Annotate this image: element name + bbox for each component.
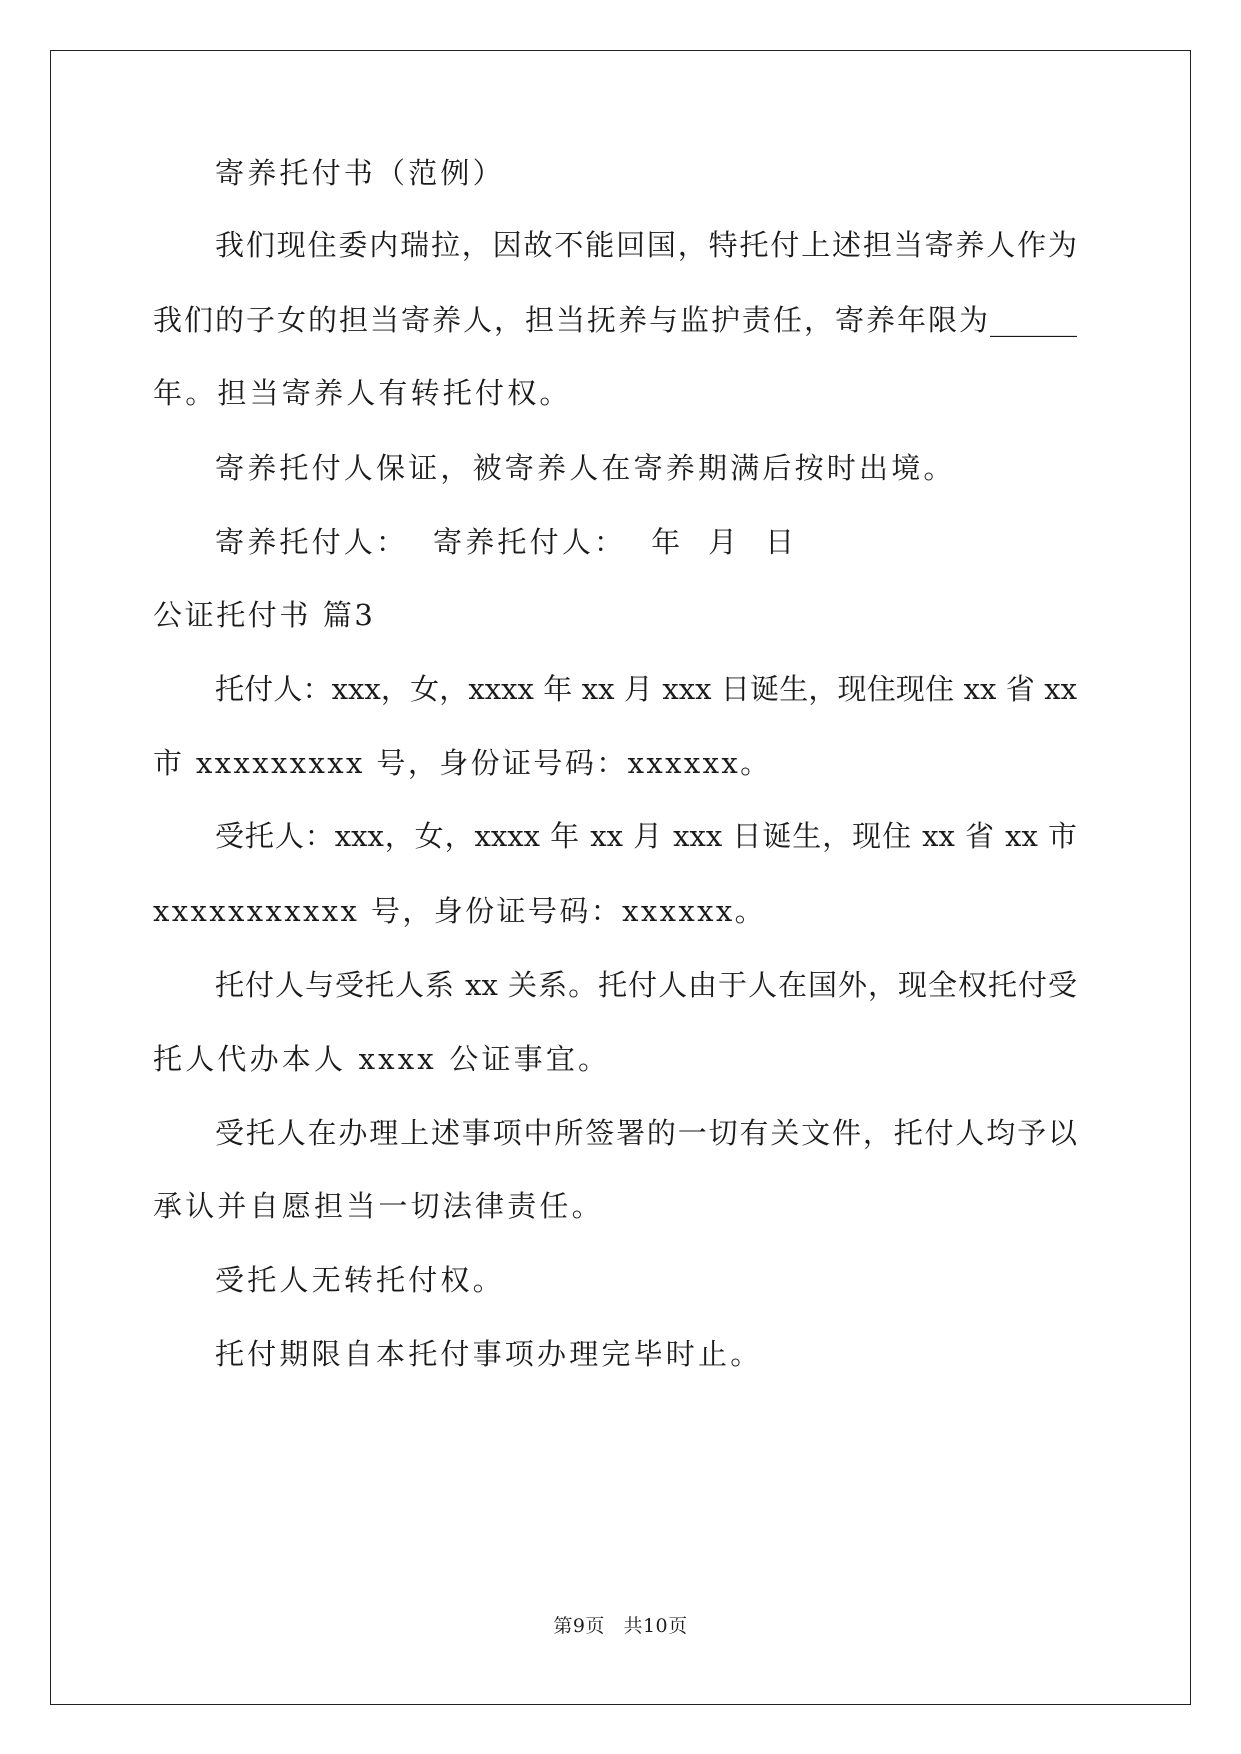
page-number: 第9页	[553, 1615, 605, 1637]
paragraph-line: 受托人在办理上述事项中所签署的一切有关文件，托付人均予以	[215, 1116, 1077, 1150]
page-border	[50, 50, 1191, 1705]
page-footer	[0, 1611, 1241, 1638]
page-total: 共10页	[623, 1615, 688, 1637]
paragraph-line: xxxxxxxxxxx 号，身份证号码：xxxxxx。	[153, 894, 767, 928]
paragraph-line: 市 xxxxxxxxx 号，身份证号码：xxxxxx。	[153, 746, 772, 780]
paragraph-line: 承认并自愿担当一切法律责任。	[153, 1189, 604, 1223]
paragraph-line: 托付人与受托人系 xx 关系。托付人由于人在国外，现全权托付受	[215, 968, 1077, 1002]
paragraph-line: 我们的子女的担当寄养人，担当抚养与监护责任，寄养年限为______	[153, 303, 1077, 337]
paragraph-line: 托人代办本人 xxxx 公证事宜。	[153, 1042, 611, 1076]
paragraph-line: 托付人：xxx，女，xxxx 年 xx 月 xxx 日诞生，现住现住 xx 省 xx	[215, 672, 1077, 706]
paragraph-line: 年。担当寄养人有转托付权。	[153, 376, 572, 410]
paragraph-line: 受托人无转托付权。	[215, 1263, 505, 1297]
paragraph-line: 受托人：xxx，女，xxxx 年 xx 月 xxx 日诞生，现住 xx 省 xx 市	[215, 819, 1077, 853]
signature-line: 寄养托付人： 寄养托付人： 年 月 日	[215, 525, 798, 559]
doc-title: 寄养托付书（范例）	[215, 156, 505, 190]
paragraph-line: 托付期限自本托付事项办理完毕时止。	[215, 1337, 763, 1371]
section-heading: 公证托付书 篇3	[153, 598, 376, 632]
paragraph-line: 寄养托付人保证，被寄养人在寄养期满后按时出境。	[215, 451, 956, 485]
paragraph-line: 我们现住委内瑞拉，因故不能回国，特托付上述担当寄养人作为	[215, 228, 1077, 262]
